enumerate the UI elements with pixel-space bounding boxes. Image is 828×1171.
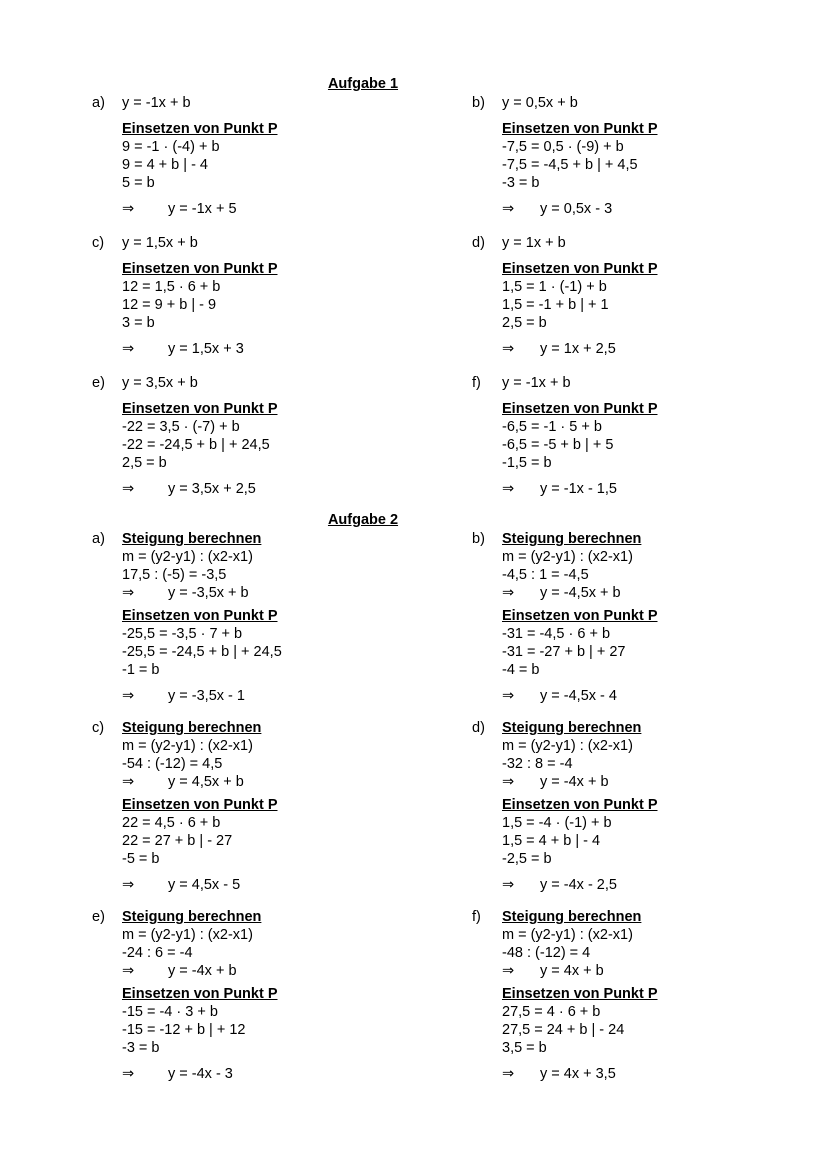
calc-line: -3 = b [502, 175, 540, 191]
calc-line: 1,5 = 4 + b | - 4 [502, 833, 601, 849]
problem-letter: e) [92, 375, 105, 391]
implies-arrow-icon: ⇒ [122, 688, 135, 704]
slope-result: y = -3,5x + b [168, 585, 249, 601]
equation: y = 3,5x + b [122, 375, 198, 391]
calc-line: -25,5 = -24,5 + b | + 24,5 [122, 644, 282, 660]
result: y = 0,5x - 3 [540, 201, 613, 217]
slope-line: m = (y2-y1) : (x2-x1) [502, 927, 633, 943]
implies-arrow-icon: ⇒ [502, 963, 515, 979]
calc-line: 22 = 27 + b | - 27 [122, 833, 233, 849]
implies-arrow-icon: ⇒ [122, 774, 135, 790]
slope-result: y = 4,5x + b [168, 774, 244, 790]
problem-letter: d) [472, 235, 485, 251]
subheading-einsetzen: Einsetzen von Punkt P [502, 401, 658, 417]
problem-1c [92, 234, 392, 358]
subheading-einsetzen: Einsetzen von Punkt P [502, 608, 658, 624]
subheading-einsetzen: Einsetzen von Punkt P [122, 401, 278, 417]
slope-line: -4,5 : 1 = -4,5 [502, 567, 589, 583]
calc-line: -6,5 = -5 + b | + 5 [502, 437, 614, 453]
implies-arrow-icon: ⇒ [502, 1066, 515, 1082]
problem-letter: e) [92, 909, 105, 925]
implies-arrow-icon: ⇒ [502, 774, 515, 790]
slope-result: y = -4,5x + b [540, 585, 621, 601]
problem-1a [92, 94, 392, 218]
implies-arrow-icon: ⇒ [502, 585, 515, 601]
result: y = -4x - 3 [168, 1066, 233, 1082]
subheading-steigung: Steigung berechnen [502, 720, 642, 736]
calc-line: -6,5 = -1 · 5 + b [502, 419, 602, 435]
subheading-einsetzen: Einsetzen von Punkt P [122, 261, 278, 277]
result: y = 1,5x + 3 [168, 341, 244, 357]
aufgabe-1-heading: Aufgabe 1 [327, 76, 399, 92]
problem-2e [92, 908, 392, 1083]
slope-line: m = (y2-y1) : (x2-x1) [122, 738, 253, 754]
calc-line: 27,5 = 4 · 6 + b [502, 1004, 601, 1020]
problem-letter: c) [92, 720, 105, 736]
calc-line: 1,5 = -1 + b | + 1 [502, 297, 609, 313]
calc-line: 3 = b [122, 315, 155, 331]
subheading-einsetzen: Einsetzen von Punkt P [502, 261, 658, 277]
aufgabe-2-heading: Aufgabe 2 [327, 512, 399, 528]
slope-line: m = (y2-y1) : (x2-x1) [122, 927, 253, 943]
implies-arrow-icon: ⇒ [502, 201, 515, 217]
calc-line: 12 = 1,5 · 6 + b [122, 279, 221, 295]
implies-arrow-icon: ⇒ [502, 877, 515, 893]
result: y = -4,5x - 4 [540, 688, 617, 704]
equation: y = 0,5x + b [502, 95, 578, 111]
calc-line: 3,5 = b [502, 1040, 547, 1056]
subheading-steigung: Steigung berechnen [502, 531, 642, 547]
calc-line: -31 = -27 + b | + 27 [502, 644, 626, 660]
calc-line: -1,5 = b [502, 455, 552, 471]
slope-line: -54 : (-12) = 4,5 [122, 756, 223, 772]
calc-line: 1,5 = -4 · (-1) + b [502, 815, 612, 831]
calc-line: 27,5 = 24 + b | - 24 [502, 1022, 625, 1038]
slope-result: y = -4x + b [540, 774, 609, 790]
implies-arrow-icon: ⇒ [502, 341, 515, 357]
result: y = 4,5x - 5 [168, 877, 241, 893]
calc-line: 2,5 = b [122, 455, 167, 471]
problem-1b [472, 94, 772, 218]
implies-arrow-icon: ⇒ [502, 688, 515, 704]
slope-line: 17,5 : (-5) = -3,5 [122, 567, 227, 583]
slope-line: -24 : 6 = -4 [122, 945, 193, 961]
calc-line: 9 = 4 + b | - 4 [122, 157, 208, 173]
calc-line: 2,5 = b [502, 315, 547, 331]
equation: y = 1x + b [502, 235, 566, 251]
problem-2a [92, 530, 392, 705]
subheading-einsetzen: Einsetzen von Punkt P [122, 986, 278, 1002]
slope-line: -32 : 8 = -4 [502, 756, 573, 772]
implies-arrow-icon: ⇒ [502, 481, 515, 497]
calc-line: -7,5 = 0,5 · (-9) + b [502, 139, 624, 155]
problem-2f [472, 908, 772, 1083]
problem-2b [472, 530, 772, 705]
result: y = -1x + 5 [168, 201, 237, 217]
subheading-einsetzen: Einsetzen von Punkt P [502, 797, 658, 813]
calc-line: -22 = -24,5 + b | + 24,5 [122, 437, 270, 453]
problem-letter: f) [472, 909, 481, 925]
subheading-einsetzen: Einsetzen von Punkt P [502, 986, 658, 1002]
calc-line: 9 = -1 · (-4) + b [122, 139, 220, 155]
problem-letter: f) [472, 375, 481, 391]
calc-line: -15 = -4 · 3 + b [122, 1004, 218, 1020]
problem-1d [472, 234, 772, 358]
slope-result: y = 4x + b [540, 963, 604, 979]
implies-arrow-icon: ⇒ [122, 877, 135, 893]
subheading-steigung: Steigung berechnen [122, 909, 262, 925]
subheading-einsetzen: Einsetzen von Punkt P [122, 608, 278, 624]
calc-line: -2,5 = b [502, 851, 552, 867]
subheading-steigung: Steigung berechnen [122, 531, 262, 547]
calc-line: 12 = 9 + b | - 9 [122, 297, 217, 313]
problem-letter: b) [472, 95, 485, 111]
implies-arrow-icon: ⇒ [122, 1066, 135, 1082]
problem-letter: a) [92, 531, 105, 547]
implies-arrow-icon: ⇒ [122, 201, 135, 217]
result: y = 3,5x + 2,5 [168, 481, 256, 497]
problem-2d [472, 719, 772, 894]
calc-line: -22 = 3,5 · (-7) + b [122, 419, 240, 435]
calc-line: -4 = b [502, 662, 540, 678]
calc-line: -25,5 = -3,5 · 7 + b [122, 626, 243, 642]
problem-letter: c) [92, 235, 105, 251]
calc-line: -15 = -12 + b | + 12 [122, 1022, 246, 1038]
result: y = -1x - 1,5 [540, 481, 617, 497]
slope-line: m = (y2-y1) : (x2-x1) [502, 549, 633, 565]
calc-line: 22 = 4,5 · 6 + b [122, 815, 221, 831]
subheading-einsetzen: Einsetzen von Punkt P [122, 797, 278, 813]
equation: y = -1x + b [122, 95, 191, 111]
subheading-einsetzen: Einsetzen von Punkt P [502, 121, 658, 137]
calc-line: -5 = b [122, 851, 160, 867]
implies-arrow-icon: ⇒ [122, 585, 135, 601]
implies-arrow-icon: ⇒ [122, 341, 135, 357]
equation: y = 1,5x + b [122, 235, 198, 251]
slope-result: y = -4x + b [168, 963, 237, 979]
calc-line: 1,5 = 1 · (-1) + b [502, 279, 607, 295]
result: y = -3,5x - 1 [168, 688, 245, 704]
result: y = -4x - 2,5 [540, 877, 617, 893]
slope-line: m = (y2-y1) : (x2-x1) [502, 738, 633, 754]
slope-line: m = (y2-y1) : (x2-x1) [122, 549, 253, 565]
calc-line: 5 = b [122, 175, 155, 191]
implies-arrow-icon: ⇒ [122, 481, 135, 497]
problem-1e [92, 374, 392, 498]
equation: y = -1x + b [502, 375, 571, 391]
subheading-steigung: Steigung berechnen [502, 909, 642, 925]
result: y = 4x + 3,5 [540, 1066, 616, 1082]
problem-letter: d) [472, 720, 485, 736]
subheading-steigung: Steigung berechnen [122, 720, 262, 736]
implies-arrow-icon: ⇒ [122, 963, 135, 979]
calc-line: -1 = b [122, 662, 160, 678]
slope-line: -48 : (-12) = 4 [502, 945, 591, 961]
problem-letter: b) [472, 531, 485, 547]
calc-line: -7,5 = -4,5 + b | + 4,5 [502, 157, 638, 173]
problem-2c [92, 719, 392, 894]
problem-letter: a) [92, 95, 105, 111]
problem-1f [472, 374, 772, 498]
calc-line: -31 = -4,5 · 6 + b [502, 626, 611, 642]
calc-line: -3 = b [122, 1040, 160, 1056]
result: y = 1x + 2,5 [540, 341, 616, 357]
subheading-einsetzen: Einsetzen von Punkt P [122, 121, 278, 137]
